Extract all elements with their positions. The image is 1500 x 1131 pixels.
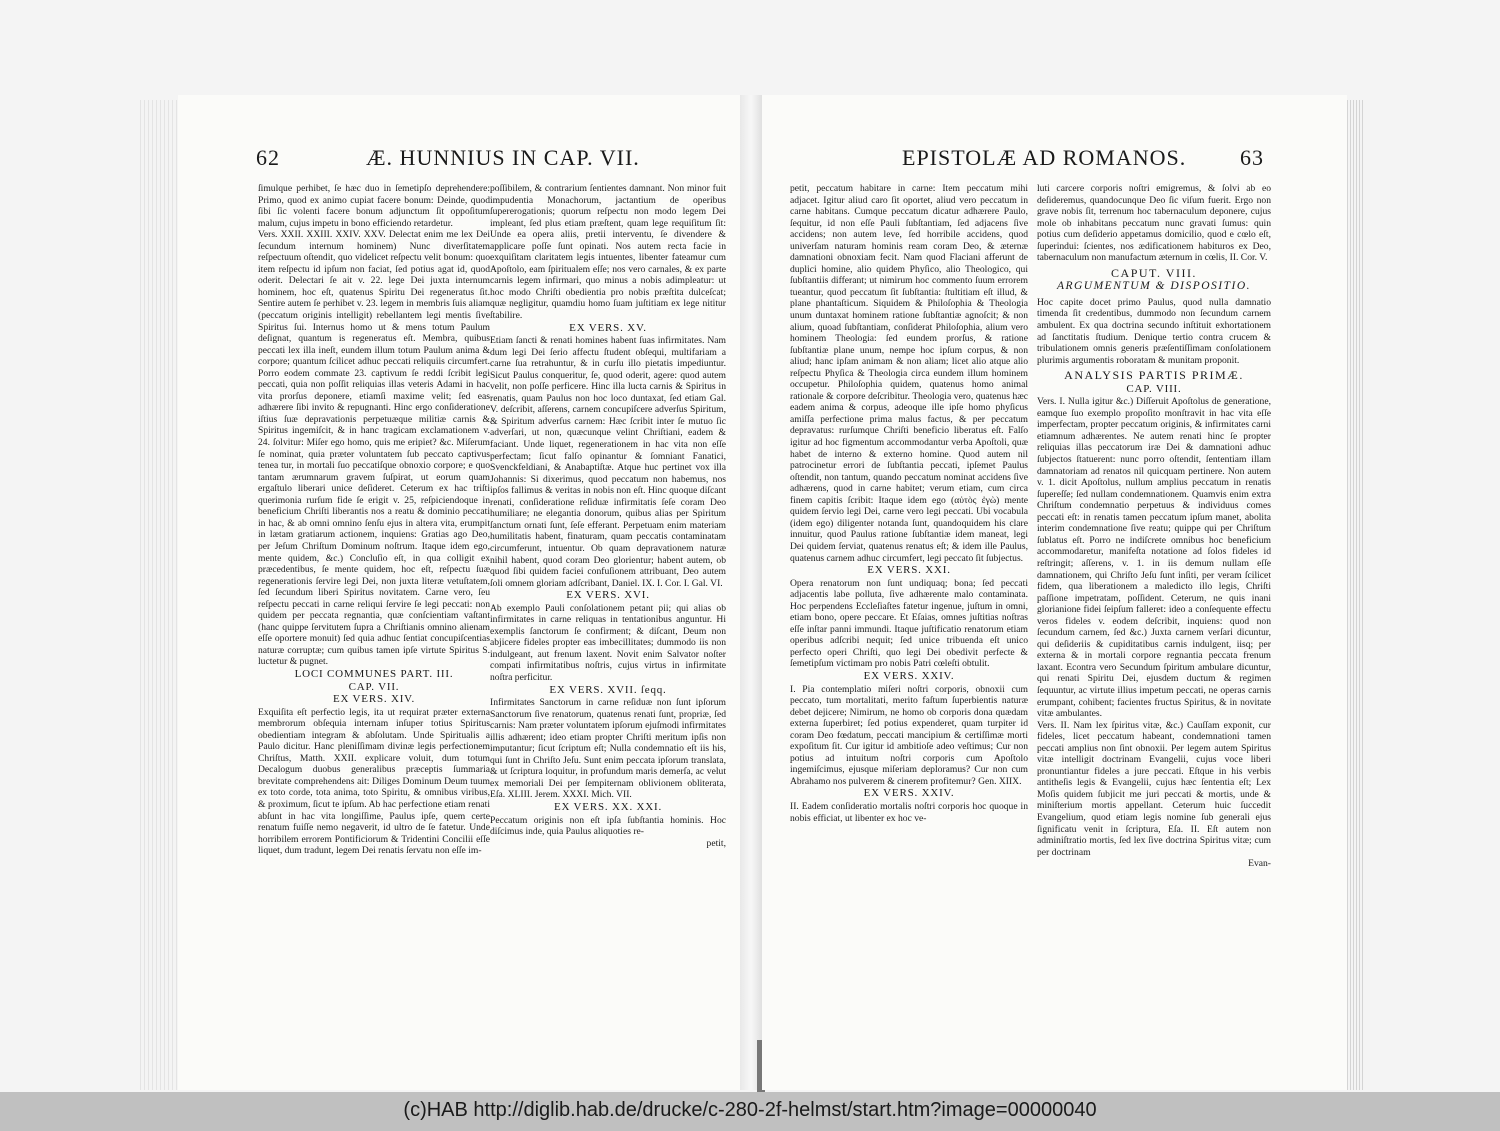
- section-heading: CAPUT. VIII.: [1111, 265, 1197, 280]
- paragraph: Vers. I. Nulla igitur &c.) Diſſeruit Apoſtolus de generatione, eamque ſuo exemplo propoſito monſtravit in hac vita eſſe imperfectam, propter peccatum originis, & infirmitates carni etiamnum adhærentes. Ne autem renati hinc ſe propter reliquias illas peccatorum iræ Dei & damnationi adhuc ſubjectos ſtatuerent: nunc porro oſtendit, ſententiam illam damnatoriam ad renatos nil quicquam pertinere. Non autem v. 1. dicit Apoſtolus, nullum amplius peccatum in renatis ſupereſſe; ſed nullam condemnationem. Quamvis enim extra Chriſtum condemnatio perpetuus & individuus comes peccati eſt: in renatis tamen peccatum ipſum manet, abolita interim condemnatione ſive reatu; quippe qui per Chriſtum ſublatus eſt. Porro ne indiſcrete omnibus hoc beneficium accommodaretur, manifeſta notatione ad ſolos fideles id reſtringit; aſſerens, v. 1. in iis demum nullam eſſe damnationem, qui Chriſto Jeſu ſunt inſiti, per veram ſcilicet fidem, qua liberationem a maledicto illo legis, Chriſti paſſione impetratam, poſſident. Ceterum, ne quis inani glorianione fidei ſeipſum falleret: ideo a conſequente effectu veros fideles v. eodem deſcribit, inquiens: quod non ſecundum carnem, ſed &c.) Juxta carnem verſari dicuntur, qui deſideriis & cupiditatibus carnis indulgent, iisq; per externa & in mortali corpore regnantia peccata frenum laxant. Econtra vero Secundum ſpiritum ambulare dicuntur, qui renati Spiritu Dei, ejusdem ductum & regimen ſequuntur, ac virtute illius impetum peccati, ne operas carnis erumpant, cohibent; facientes fructus Spiritus, & in novitate vitæ ambulantes.: [1037, 396, 1271, 720]
- section-heading: CAP. VIII.: [1126, 382, 1182, 395]
- section-heading: ARGUMENTUM & DISPOSITIO.: [1056, 280, 1252, 293]
- section-heading: EX VERS. XXIV.: [863, 669, 955, 682]
- right-page-number: 63: [1240, 145, 1264, 170]
- section-heading: ANALYSIS PARTIS PRIMÆ.: [1064, 368, 1244, 383]
- paragraph: Peccatum originis non eſt ipſa ſubſtantia hominis. Hoc diſcimus inde, quia Paulus aliquoties re-: [490, 814, 726, 838]
- paragraph: I. Pia contemplatio miſeri noſtri corporis, obnoxii cum peccato, tum mortalitati, merito faſtum ſuperbientis naturæ debet dejicere; Nimirum, ne homo ob corporis dona quædam externa ſuperbiret; ſed potius expenderet, quam turpiter id coram Deo fœdatum, peccati mancipium & certiſſimæ morti expoſitum ſit. Cur igitur id ambitioſe adeo veſtimus; Cur non potius ad intuitum noſtri corporis cum Apoſtolo ingemiſcimus, ejusque miſeriam deploramus? Cur non cum Abrahamo nos pulverem & cinerem profitemur? Gen. XIIX.: [790, 683, 1028, 787]
- right-running-head: EPISTOLÆ AD ROMANOS.: [902, 145, 1187, 170]
- paragraph: Infirmitates Sanctorum in carne reſiduæ non ſunt ipſorum Sanctorum ſive renatorum, quatenus renati ſunt, propriæ, ſed carnis: Nam præter voluntatem ipſorum ejuſmodi infirmitates illis adhærent; ideo etiam propter Chriſti meritum ipſis non imputantur; ſicut ſcriptum eſt; Nulla condemnatio eſt iis his, qui ſunt in Chriſto Jeſu. Sunt enim peccata ipſorum translata, & ut ſcriptura loquitur, in profundum maris demerſa, ac velut ex memoriali Dei per ſempiternam oblivionem obliterata, Eſa. XLIII. Jerem. XXXI. Mich. VII.: [490, 697, 726, 801]
- section-heading: EX VERS. XXIV.: [863, 787, 955, 800]
- paragraph: Vers. II. Nam lex ſpiritus vitæ, &c.) Cauſſam exponit, cur fideles, licet peccatum habeant, condemnationi tamen peccati amplius non ſint obnoxii. Per legem autem Spiritus vitæ intelligit doctrinam Evangelii, cujus voce liberi pronuntiantur fideles a jure peccati. Eſtque in his verbis antitheſis legis & Evangelii, cujus hæc ſententia eſt; Lex Moſis quidem ſubjicit me juri peccati & mortis, unde & miniſterium mortis appellant. Ceterum huic ſuccedit Evangelium, quod etiam legis nomine ſub generali ejus ſignificatu venit in ſcriptura, Eſa. II. Eſt autem non adminiſtratio mortis, ſed lex ſive doctrina Spiritus vitæ; cum per doctrinam: [1037, 719, 1271, 858]
- footer-caption: (c)HAB http://diglib.hab.de/drucke/c-280-2f-helmst/start.htm?image=00000040: [403, 1099, 1097, 1121]
- catchword: petit,: [706, 837, 726, 849]
- paragraph: Ab exemplo Pauli conſolationem petant pii; qui alias ob infirmitates in carne reliquas in tentationibus anguntur. Hi exemplis ſanctorum ſe confirment; & diſcant, Deum non abjicere fideles propter eas imbecillitates; dummodo iis non indulgeant, aut frenum laxent. Novit enim Salvator noſter compati infirmitatibus noſtris, cujus virtus in infirmitate noſtra perficitur.: [490, 602, 726, 683]
- paragraph: poſſibilem, & contrarium ſentientes damnant. Non minor fuit impudentia Monachorum, jactantium de operibus ſupererogationis; quorum reſpectu non modo legem Dei impleant, ſed plus etiam præſtent, quam lege requiſitum ſit: Unde ea opera aliis, pretii interventu, ſe divendere & applicare poſſe ſunt opinati. Nos autem recta facie in exquiſitam claritatem legis intuentes, libenter fateamur cum Apoſtolo, eam ſpiritualem eſſe; nos vero carnales, & ex parte carnis legem infirmari, quo minus a nobis adimpleatur: ut hoc modo Chriſti obedientia pro nobis præſtita dulceſcat; quæ negligitur, quamdiu homo ſuam juſtitiam ex lege nititur ſtabilire.: [490, 183, 726, 322]
- paragraph: Hoc capite docet primo Paulus, quod nulla damnatio timenda ſit credentibus, dummodo non ſecundum carnem ambulent. Ex qua doctrina secundo inſtituit exhortationem ad ſanctitatis ſtudium. Denique tertio contra crucem & tribulationem omnis generis præſentiſſimam conſolationem plurimis argumentis roboratam & munitam proponit.: [1037, 296, 1271, 366]
- right-page-column-2: [1037, 183, 1271, 1083]
- page-edge-left: [140, 100, 178, 1090]
- paragraph: luti carcere corporis noſtri emigremus, & ſolvi ab eo deſideremus, quandocunque Deo ſic viſum fuerit. Ergo non grave nobis ſit, terrenum hoc tabernaculum deponere, cujus mole ob inhabitans peccatum nunc gravati ſumus: quin potius cum deſiderio appetamus domicilio, quod e cœlo eſt, ſuperindui: ſcientes, nos ædificationem habituros ex Deo, tabernaculum non manufactum æternum in cœlis, II. Cor. V.: [1037, 183, 1271, 264]
- section-heading: CAP. VII.: [348, 680, 400, 693]
- left-page-column-2: [490, 183, 726, 1083]
- paragraph: II. Eadem conſideratio mortalis noſtri corporis hoc quoque in nobis efficiat, ut libenter ex hoc ve-: [790, 800, 1028, 824]
- left-running-head: Æ. HUNNIUS IN CAP. VII.: [366, 145, 640, 170]
- paragraph: Opera renatorum non ſunt undiquaq; bona; ſed peccati adjacentis labe polluta, ſive adhærente malo contaminata. Hoc perpendens Eccleſiaſtes fatetur ingenue, juſtum in omni, etiam bono, opere peccare. Et Eſaias, omnes juſtitias noſtras eſſe inſtar panni immundi. Itaque juſtificatio renatorum etiam operibus adſcribi nequit; ſed unice tribuenda eſt unico perfecto operi Chriſti, quo legi Dei obedivit perfecte & ſemetipſum victimam pro nobis Patri cœleſti obtulit.: [790, 577, 1028, 670]
- right-page-column-1: [790, 183, 1028, 1083]
- section-heading: EX VERS. XVI.: [566, 589, 650, 602]
- paragraph: Etiam ſancti & renati homines habent ſuas infirmitates. Nam dum legi Dei ſerio affectu ſtudent obſequi, multifariam a carne ſua retrahuntur, & in curſu illo pietatis impediuntur. Sicut Paulus conqueritur, ſe, quod oderit, agere: quod autem velit, non poſſe perficere. Hinc illa lucta carnis & Spiritus in renatis, quam Paulus non hoc loco duntaxat, ſed etiam Gal. V. deſcribit, aſſerens, carnem concupiſcere adverſus Spiritum, & Spiritum adverſus carnem: Hæc ſcribit inter ſe mutuo ſic adverſari, ut non, quæcunque velint Chriſtiani, eadem & faciant. Unde liquet, regenerationem in hac vita non eſſe perfectam; ſicut falſo opinantur & ſomniant Fanatici, Svenckfeldiani, & Anabaptiſtæ. Atque huc pertinet vox illa Johannis: Si dixerimus, quod peccatum non habemus, nos ipſos fallimus & veritas in nobis non eſt. Hinc quoque diſcant renati, conſideratione reſiduæ infirmitatis ſeſe coram Deo humiliare; ne elegantia donorum, quibus alias per Spiritum ſanctum ornati ſunt, ſeſe efferant. Perpetuam enim materiam humilitatis habent, finaturam, quam peccatis contaminatam circumferunt, intuentur. Ob quam depravationem naturæ nihil habent, quod coram Deo glorientur; habent autem, ob quod ſibi quidem faciei confuſionem attribuant, Deo autem ſoli omnem gloriam adſcribant, Daniel. IX. I. Cor. I. Gal. VI.: [490, 335, 726, 589]
- left-page-number: 62: [256, 145, 280, 170]
- section-heading: EX VERS. XVII. ſeqq.: [549, 683, 667, 696]
- book-gutter: [740, 95, 762, 1090]
- section-heading: LOCI COMMUNES PART. III.: [294, 667, 454, 680]
- section-heading: EX VERS. XV.: [569, 321, 647, 334]
- section-heading: EX VERS. XX. XXI.: [553, 800, 663, 813]
- catchword: Evan-: [1248, 858, 1271, 870]
- section-heading: EX VERS. XXI.: [867, 564, 951, 577]
- right-page: [762, 95, 1347, 1090]
- page-edge-right: [1347, 100, 1365, 1090]
- footer-bar: [0, 1092, 1500, 1131]
- left-page: [178, 95, 740, 1090]
- paragraph: ſimulque perhibet, ſe hæc duo in ſemetipſo deprehendere: Primo, quod ex animo cupiat facere bonum: Deinde, quod ſibi ſic volenti facere bonum adjunctum ſit oppoſitum malum, cujus impetu in bono efficiendo retardetur.: [258, 183, 490, 229]
- left-page-column-1: [258, 183, 490, 1083]
- paragraph: petit, peccatum habitare in carne: Item peccatum mihi adjacet. Igitur aliud caro ſit oportet, aliud vero peccatum in carne habitans. Cumque peccatum dicatur adhærere Paulo, ſequitur, id non eſſe Pauli ſubſtantiam, ſed adjacens ſive accidens; non autem leve, ſed horribile accidens, quod univerſam naturam hominis ream coram Deo, & æternæ damnationi obnoxiam fecit. Nam quod Flaciani afferunt de duplici homine, alio quidem Phyſico, alio Theologico, qui ſubſtantiis differant; ut nimirum hoc commento ſuum errorem tueantur, quod peccatum ſit ſubſtantia: ſtultitiam eſt illud, & plane phantaſticum. Siquidem & Philoſophia & Theologia unum duntaxat hominem ratione ſubſtantiæ agnoſcit; & non alium, quoad ſubſtantiam, conſiderat Philoſophia, alium vero hominem Theologia: ſed eundem prorſus, & ratione ſubſtantiæ plane unum, nempe hoc ipſum corpus, & non aliud; hanc ipſam animam & non aliam; licet alio atque alio reſpectu Phyſica & Theologia circa eundem illum hominem occupetur. Philoſophia quidem, quatenus homo animal rationale & corpore deſcribitur. Theologia vero, quatenus hæc eadem anima & corpus, adeoque ille ipſe homo phyſicus amiſſa perfectione prima malus factus, & per peccatum depravatus: rurſumque Chriſti beneficio liberatus eſt. Falſo igitur ad hoc figmentum accommodantur verba Apoſtoli, quæ habet de interno & externo homine. Quod autem nil patrocinetur errori de ſubſtantia peccati, ipſemet Paulus oſtendit, non tantum, quando peccatum nominat accidens ſive adhærens, quod in carne habitet; verum etiam, cum circa finem capitis ſcribit: Itaque idem ego (αὐτὸς ἐγὼ) mente quidem ſervio legi Dei, carne vero legi peccati. Ubi vocabula (idem ego) diligenter notanda ſunt, quandoquidem his clare innuitur, quod Paulus ratione ſubſtantiæ idem maneat, legi Dei quidem ſerviat, quatenus renatus eſt; & idem ille Paulus, quatenus carnem adhuc circumfert, legi peccato ſit ſubjectus.: [790, 183, 1028, 564]
- section-heading: EX VERS. XIV.: [332, 693, 416, 706]
- paragraph: Exquiſita eſt perfectio legis, ita ut requirat præter externa membrorum obſequia internam inſuper totius Spiritus obedientiam integram & abſolutam. Unde Spiritualis a Paulo dicitur. Hanc pleniſſimam divinæ legis perfectionem Chriſtus, Matth. XXII. explicare voluit, dum totum Decalogum duobus generalibus præceptis ſummaria brevitate comprehendens ait: Diliges Dominum Deum tuum ex toto corde, tota anima, toto Spiritu, & omnibus viribus, & proximum, ſicut te ipſum. Ab hac perfectione etiam renati abſunt in hac vita longiſſime, Paulus ipſe, quem certe renatum fuiſſe nemo negaverit, id ultro de ſe fatetur. Unde horribilem errorem Pontificiorum & Tridentini Concilii eſſe liquet, dum tradunt, legem Dei renatis ſervatu non eſſe im-: [258, 706, 490, 857]
- paragraph: Vers. XXII. XXIII. XXIV. XXV. Delectat enim me lex Dei ſecundum internum hominem) Nunc diverſitatem reſpectuum oſtendit, quo videlicet reſpectu velit bonum: quo item reſpectu id ipſum non faciat, ſed potius agat id, quod oderit. Delectari ſe ait v. 22. lege Dei juxta internum hominem, hoc eſt, quatenus Spiritu Dei regeneratus ſit. Sentire autem ſe perhibet v. 23. legem in membris ſuis aliam (peccatum originis intelligit) rebellantem legi mentis ſive Spiritus ſui. Internus homo ut & mens totum Paulum deſignat, quantum is regeneratus eſt. Membra, quibus peccati lex illa ineſt, eundem illum totum Paulum anima & corpore; quantum ſcilicet adhuc peccati reliquiis circumfert. Porro eodem commate 23. captivum ſe reddi ſcribit legi peccati, quia non poſſit reliquias illas veteris Adami in hac vita prorſus deponere, etiamſi maxime velit; ſed eas adhærere ſibi invito & repugnanti. Hinc ergo conſideratione iſtius ſuæ depravationis perpetuæque militiæ carnis & Spiritus ingemiſcit, & in hanc tragicam exclamationem v. 24. ſolvitur: Miſer ego homo, quis me eripiet? &c. Miſerum ſe nominat, quia præter voluntatem ſub peccato captivus tenea tur, in mortali ſuo peccatiſque obnoxio corpore; e quo tantam ærumnarum gravem ſuſpirat, ut eorum quam ergaſtulo liberari unice deſideret. Ceterum ex hac triſti querimonia rurſum fide ſe erigit v. 25, reſpiciendoque in beneficium Chriſti liberantis nos a reatu & dominio peccati in hac, & ab omni omnino ſenſu ejus in altera vita, erumpit in lætam gratiarum actionem, inquiens: Gratias ago Deo, per Jeſum Chriſtum Dominum noſtrum. Itaque idem ego, mente quidem, &c.) Concluſio eſt, in qua colligit ex præcedentibus, ſe mente quidem, hoc eſt, reſpectu ſuæ regenerationis ſervire legi Dei, non juxta literæ vetuſtatem, ſed ſecundum liberi Spiritus novitatem. Carne vero, ſeu reſpectu peccati in carne reliqui ſervire ſe legi peccati: non quidem per peccata regnantia, quæ conſcientiam vaſtant (hanc quippe ſervitutem ſupra a Chriſtianis omnino alienam eſſe oportere monuit) ſed quia adhuc ſentiat concupiſcentias naturæ corruptæ; cum quibus tamen ipſe virtute Spiritus S. luctetur & pugnet.: [258, 229, 490, 668]
